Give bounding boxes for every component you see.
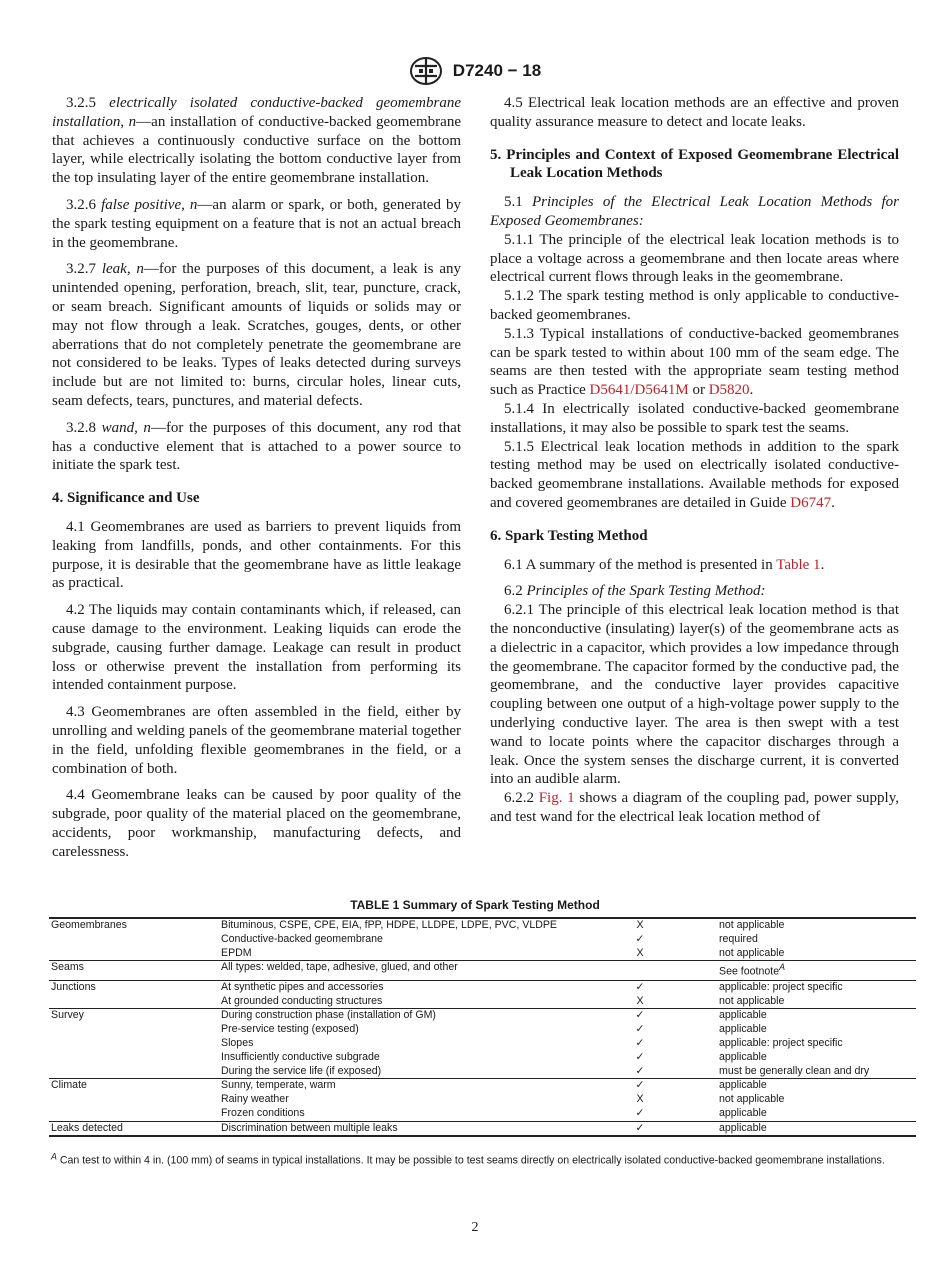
- table-cell-mark: ✓: [563, 1009, 717, 1023]
- table-cell-category: Junctions: [49, 980, 219, 994]
- table-row: [49, 1093, 916, 1107]
- table-cell-item: Conductive-backed geomembrane: [221, 932, 383, 945]
- paragraph-6-2-2: 6.2.2 Fig. 1 shows a diagram of the coupling pad, power supply, and test wand for the electrical leak location method of: [490, 790, 899, 825]
- section-5-heading: 5. Principles and Context of Exposed Geomembrane Electrical Leak Location Methods: [490, 146, 899, 182]
- summary-table: [49, 917, 916, 1137]
- table-cell-item: During the service life (if exposed): [221, 1064, 382, 1077]
- table-cell-category: Seams: [49, 961, 219, 980]
- page-number: 2: [471, 1220, 479, 1235]
- paragraph-6-2: 6.2 Principles of the Spark Testing Method:: [504, 583, 766, 600]
- paragraph-4-5: 4.5 Electrical leak location methods are an effective and proven quality assurance measure to detect and locate leaks.: [490, 95, 899, 130]
- table-cell-item: At grounded conducting structures: [221, 994, 383, 1007]
- table-cell-mark: [563, 961, 717, 980]
- paragraph-5-1-3: 5.1.3 Typical installations of conductive-backed geomembranes can be spark tested to within about 100 mm of the seam edge. The seams are then tested with the appropriate seam testing method such as Practice D5641/D5641M or D5820.: [490, 325, 899, 399]
- table-cell-mark: ✓: [563, 980, 717, 994]
- table-cell-note: applicable: [717, 1079, 916, 1093]
- table-cell-category: [49, 995, 219, 1009]
- paragraph-4-2: 4.2 The liquids may contain contaminants which, if released, can cause damage to the environment. Leaking liquids can erode the subgrade, causing further damage. Leakage can result in product loss or otherwise prevent the installation from performing its intended containment purpose.: [52, 602, 461, 694]
- table-cell-note: applicable: [717, 1009, 916, 1023]
- table-cell-item: All types: welded, tape, adhesive, glued, and other: [219, 961, 563, 980]
- table-cell-note: must be generally clean and dry: [719, 1064, 870, 1077]
- table-cell-mark: ✓: [635, 1106, 645, 1119]
- paragraph-5-1-2: 5.1.2 The spark testing method is only applicable to conductive-backed geomembranes.: [490, 288, 899, 323]
- paragraph-3-2-5: 3.2.5 electrically isolated conductive-backed geomembrane installation, n—an installation of conductive-backed geomembrane that achieves a continuously conductive surface on the bottom layer, while electrically isolating the bottom conductive layer from the top insulating layer of the entire geomembrane installation.: [52, 95, 461, 187]
- table-cell-item: Discrimination between multiple leaks: [219, 1121, 563, 1136]
- paragraph-6-1: 6.1 A summary of the method is presented in Table 1.: [504, 556, 825, 573]
- table-cell-item: Insufficiently conductive subgrade: [221, 1050, 380, 1063]
- table-cell-note: See footnote$^A$: [717, 961, 916, 980]
- table-cell-mark: ✓: [635, 1023, 645, 1036]
- table-cell-note: not applicable: [719, 1093, 785, 1106]
- table-cell-mark: ✓: [635, 1050, 645, 1063]
- table-cell-category: [49, 933, 219, 947]
- table-row: [49, 947, 916, 961]
- table-cell-note: required: [719, 932, 758, 945]
- table-cell-note: applicable: [719, 1023, 767, 1036]
- page-header: [0, 56, 950, 86]
- table-cell-note: not applicable: [719, 994, 785, 1007]
- table-row: [49, 1051, 916, 1065]
- paragraph-5-1-1: 5.1.1 The principle of the electrical leak location methods is to place a voltage across a geomembrane and then locate areas where electrical current flows through leaks in the geomembrane.: [490, 231, 899, 286]
- table-row: [49, 1023, 916, 1037]
- table-cell-note: applicable: [719, 1050, 767, 1063]
- table-cell-category: [49, 1107, 219, 1121]
- section-4-heading: 4. Significance and Use: [52, 490, 200, 507]
- table-cell-item: Frozen conditions: [221, 1106, 305, 1119]
- table-row: [49, 1037, 916, 1051]
- paragraph-3-2-7: 3.2.7 leak, n—for the purposes of this document, a leak is any unintended opening, perforation, breach, slit, tear, puncture, crack, or seam breach. Significant amounts of liquids or solids may or may not flow through a leak. Scratches, gouges, dents, or other aberrations that do not completely penetrate the geomembrane are not considered to be leaks. Types of leaks detected during surveys include but are not limited to: burns, circular holes, linear cuts, seam defects, tears, punctures, and material defects.: [52, 261, 462, 409]
- astm-logo-icon: [409, 56, 443, 86]
- table-row: [49, 980, 916, 994]
- standard-code: D7240 − 18: [452, 61, 542, 80]
- table-cell-category: [49, 947, 219, 961]
- table-row: [49, 918, 916, 933]
- table-cell-item: EPDM: [221, 946, 252, 959]
- table-cell-category: Leaks detected: [49, 1121, 219, 1136]
- paragraph-5-1: 5.1 Principles of the Electrical Leak Location Methods for Exposed Geomembranes:: [490, 194, 900, 229]
- table-cell-mark: X: [563, 918, 717, 933]
- right-column: [490, 94, 899, 827]
- table-row: [49, 995, 916, 1009]
- table-cell-mark: ✓: [635, 1064, 645, 1077]
- paragraph-5-1-5: 5.1.5 Electrical leak location methods in addition to the spark testing method may be used on electrically isolated conductive-backed geomembrane installations. Available methods for exposed and covered geomembranes are detailed in Guide D6747.: [490, 438, 899, 511]
- ref-d5641[interactable]: D5641/D5641M: [589, 382, 689, 399]
- table-row: [49, 961, 916, 980]
- table-title: TABLE 1 Summary of Spark Testing Method: [350, 898, 600, 912]
- table-cell-mark: X: [636, 946, 644, 959]
- table-cell-mark: X: [636, 1093, 644, 1106]
- table-cell-mark: X: [636, 994, 644, 1007]
- paragraph-4-1: 4.1 Geomembranes are used as barriers to prevent liquids from leaking from landfills, ponds, and other containments. For this purpose, it is desirable that the geomembrane have as little leakage as practical.: [52, 518, 461, 592]
- paragraph-4-3: 4.3 Geomembranes are often assembled in the field, either by unrolling and welding panels of the geomembrane material together in the field, unfolding flexible geomembranes in the field, or a combination of both.: [52, 704, 461, 777]
- paragraph-4-4: 4.4 Geomembrane leaks can be caused by poor quality of the subgrade, poor quality of the material placed on the geomembrane, accidents, poor workmanship, manufacturing defects, and carelessness.: [52, 787, 461, 860]
- table-cell-note: not applicable: [719, 946, 785, 959]
- table-cell-mark: ✓: [635, 1036, 645, 1049]
- ref-fig-1[interactable]: Fig. 1: [538, 790, 575, 807]
- ref-d5820[interactable]: D5820: [708, 382, 750, 399]
- table-cell-category: [49, 1037, 219, 1051]
- table-cell-item: Bituminous, CSPE, CPE, EIA, fPP, HDPE, LLDPE, LDPE, PVC, VLDPE: [219, 918, 563, 933]
- left-column: [52, 94, 461, 861]
- paragraph-3-2-8: 3.2.8 wand, n—for the purposes of this document, any rod that has a conductive element that is attached to a power source to initiate the spark test.: [52, 419, 461, 474]
- paragraph-6-2-1: 6.2.1 The principle of this electrical leak location method is that the nonconductive (insulating) layer(s) of the geomembrane acts as a dielectric in a capacitor, which provides a low impedance through the geomembrane. The capacitor formed by the conductive pad, the geomembrane, and the conductive layer provides capacitive coupling between one output of a high-voltage power supply to the underlying conductive layer. The area is then swept with a test wand to locate points where the capacitor discharges through a leak. Once the system senses the discharge current, it is converted into an audible alarm.: [490, 602, 899, 788]
- table-row: [49, 1079, 916, 1093]
- table-footnote: $^A$ Can test to within 4 in. (100 mm) of seams in typical installations. It may be possible to test seams directly on electrically isolated conductive-backed geomembrane installations.: [51, 1151, 885, 1167]
- paragraph-5-1-4: 5.1.4 In electrically isolated conductive-backed geomembrane installations, it may also be possible to spark test the seams.: [490, 400, 899, 436]
- table-row: [49, 1107, 916, 1121]
- table-cell-note: applicable: [719, 1106, 767, 1119]
- table-row: [49, 1121, 916, 1136]
- table-cell-item: Sunny, temperate, warm: [219, 1079, 563, 1093]
- table-cell-item: During construction phase (installation of GM): [219, 1009, 563, 1023]
- table-cell-category: Survey: [49, 1009, 219, 1023]
- section-6-heading: 6. Spark Testing Method: [490, 527, 648, 544]
- table-cell-item: Pre-service testing (exposed): [221, 1023, 359, 1036]
- table-cell-note: not applicable: [717, 918, 916, 933]
- table-cell-category: [49, 1051, 219, 1065]
- table-cell-note: applicable: [717, 1121, 916, 1136]
- table-row: [49, 933, 916, 947]
- ref-d6747[interactable]: D6747: [790, 494, 832, 511]
- table-cell-mark: ✓: [563, 1079, 717, 1093]
- table-cell-note: applicable: project specific: [719, 1036, 843, 1049]
- table-row: [49, 1009, 916, 1023]
- table-row: [49, 1065, 916, 1079]
- table-cell-category: Climate: [49, 1079, 219, 1093]
- ref-table-1[interactable]: Table 1: [776, 556, 821, 573]
- table-cell-category: [49, 1093, 219, 1107]
- paragraph-3-2-6: 3.2.6 false positive, n—an alarm or spark, or both, generated by the spark testing equipment on a feature that is not an actual breach in the geomembrane.: [52, 196, 462, 251]
- table-cell-item: Rainy weather: [221, 1093, 289, 1106]
- table-cell-mark: ✓: [563, 1121, 717, 1136]
- table-cell-category: [49, 1023, 219, 1037]
- table-cell-item: At synthetic pipes and accessories: [219, 980, 563, 994]
- table-cell-note: applicable: project specific: [717, 980, 916, 994]
- table-cell-item: Slopes: [221, 1036, 254, 1049]
- table-cell-category: [49, 1065, 219, 1079]
- table-cell-category: Geomembranes: [49, 918, 219, 933]
- table-cell-mark: ✓: [635, 932, 645, 945]
